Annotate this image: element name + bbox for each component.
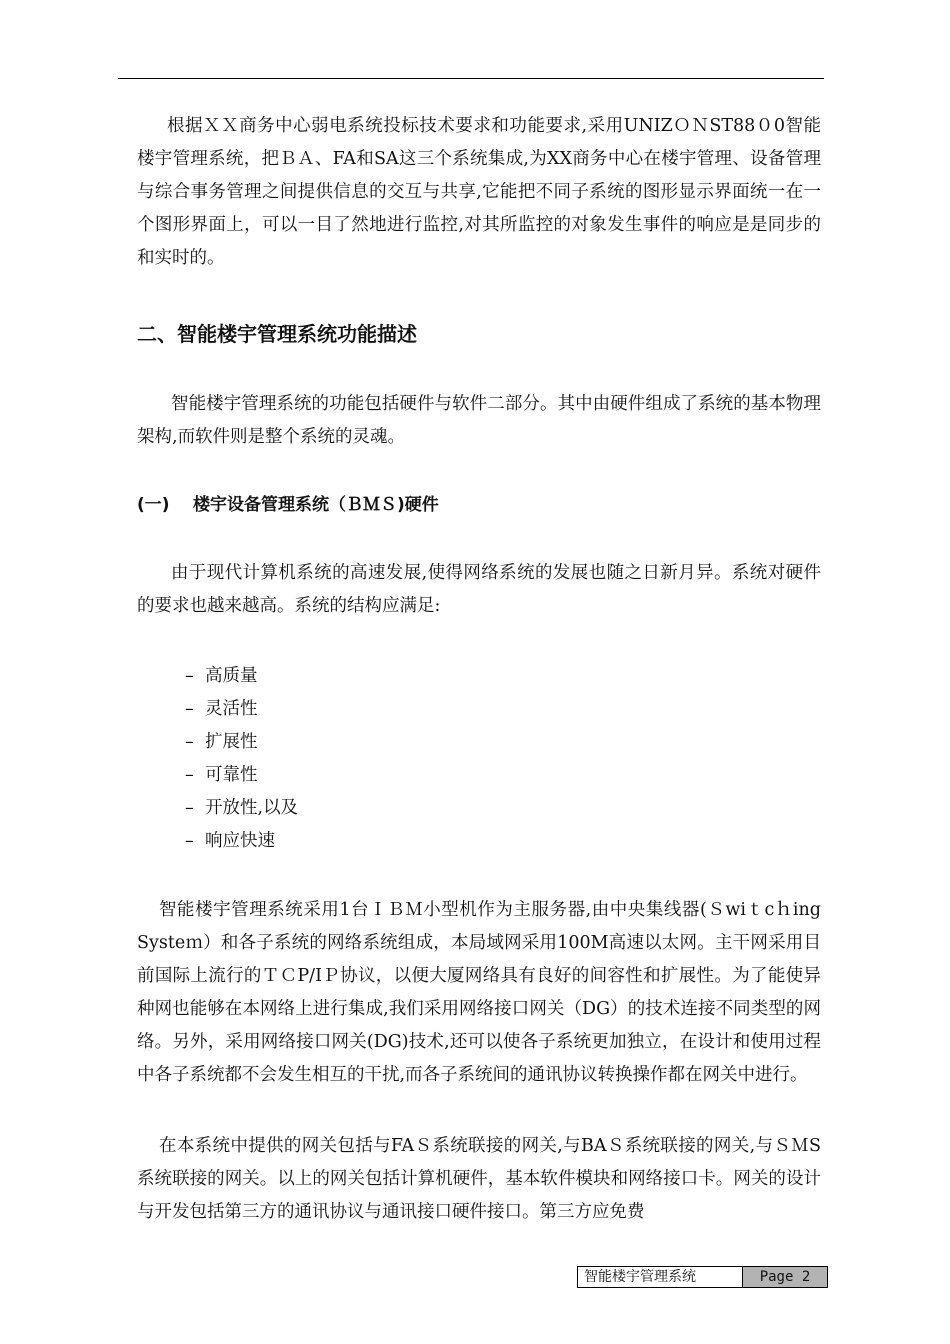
list-item: – 灵活性 xyxy=(185,693,298,726)
subsection-title: 楼宇设备管理系统（ＢＭＳ)硬件 xyxy=(193,495,439,515)
subsection-heading xyxy=(137,490,439,515)
dash-bullet: – xyxy=(185,732,194,752)
requirements-list xyxy=(185,660,298,858)
page-footer xyxy=(577,1266,828,1288)
network-paragraph: 智能楼宇管理系统采用1台ＩＢＭ小型机作为主服务器,由中央集线器(Ｓwiｔcｈing Systeｍ）和各子系统的网络系统组成，本局域网采用100M高速以太网。主干网采用目前国际上流行的ＴＣP/IＰ协议，以便大厦网络具有良好的间容性和扩展性。为了能使异种网也能够在本网络上进行集成,我们采用网络接口网关（DG）的技术连接不同类型的网络。另外，采用网络接口网关(DG)技术,还可以使各子系统更加独立，在设计和使用过程中各子系统都不会发生相互的干扰,而各子系统间的通讯协议转换操作都在网关中进行。 xyxy=(137,900,821,1085)
intro-block xyxy=(137,110,821,275)
list-item: – 开放性,以及 xyxy=(185,792,298,825)
intro-paragraph: 根据ＸＸ商务中心弱电系统投标技术要求和功能要求,采用UNIZＯＮST88０0智能楼宇管理系统，把ＢＡ、FA和SA这三个系统集成,为XX商务中心在楼宇管理、设备管理与综合事务管理之间提供信息的交互与共享,它能把不同子系统的图形显示界面统一在一个图形界面上，可以一目了然地进行监控,对其所监控的对象发生事件的响应是是同步的和实时的。 xyxy=(137,116,821,268)
list-item: – 可靠性 xyxy=(185,759,298,792)
header-rule xyxy=(118,78,824,79)
list-item: – 高质量 xyxy=(185,660,298,693)
list-item: – 扩展性 xyxy=(185,726,298,759)
section-heading: 二、智能楼宇管理系统功能描述 xyxy=(137,322,417,346)
dash-bullet: – xyxy=(185,765,194,785)
list-item: – 响应快速 xyxy=(185,825,298,858)
function-overview-paragraph: 智能楼宇管理系统的功能包括硬件与软件二部分。其中由硬件组成了系统的基本物理架构,而软件则是整个系统的灵魂。 xyxy=(137,394,821,447)
dash-bullet: – xyxy=(185,798,194,818)
dash-bullet: – xyxy=(185,699,194,719)
footer-title: 智能楼宇管理系统 xyxy=(578,1267,743,1287)
hardware-intro-paragraph: 由于现代计算机系统的高速发展,使得网络系统的发展也随之日新月异。系统对硬件的要求也越来越高。系统的结构应满足: xyxy=(137,563,821,616)
dash-bullet: – xyxy=(185,831,194,851)
gateway-paragraph: 在本系统中提供的网关包括与FAＳ系统联接的网关,与BAＳ系统联接的网关,与ＳＭS系统联接的网关。以上的网关包括计算机硬件，基本软件模块和网络接口卡。网关的设计与开发包括第三方的通讯协议与通讯接口硬件接口。第三方应免费 xyxy=(137,1136,821,1222)
dash-bullet: – xyxy=(185,666,194,686)
subsection-number: (一) xyxy=(137,495,170,515)
page-number: Page 2 xyxy=(743,1267,827,1287)
